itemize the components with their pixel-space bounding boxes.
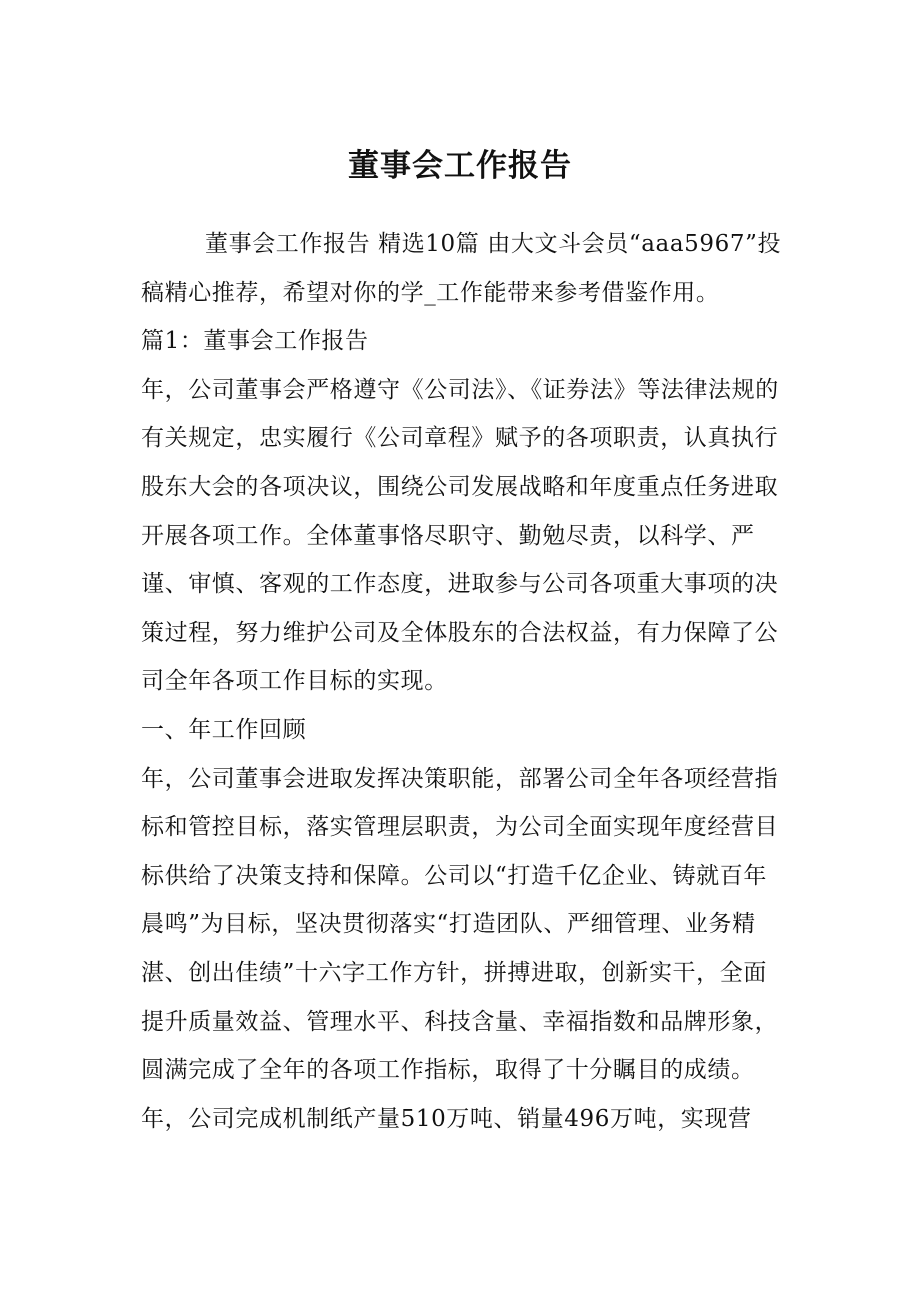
section-heading-chapter-1: 篇1：董事会工作报告 <box>141 328 369 355</box>
body-paragraph: 年，公司董事会进取发挥决策职能，部署公司全年各项经营指标和管控目标，落实管理层职责，为公司全面实现年度经营目标供给了决策支持和保障。公司以“打造千亿企业、铸就百年晨鸣”为目标，坚决贯彻落实“打造团队、严细管理、业务精湛、创出佳绩”十六字工作方针，拼搏进取，创新实干，全面提升质量效益、管理水平、科技含量、幸福指数和品牌形象，圆满完成了全年的各项工作指标，取得了十分瞩目的成绩。 <box>141 765 779 1084</box>
intro-paragraph: 董事会工作报告 精选10篇 由大文斗会员“aaa5967”投稿精心推荐，希望对你的学_工作能带来参考借鉴作用。 <box>141 231 782 306</box>
body-paragraph: 年，公司完成机制纸产量510万吨、销量496万吨，实现营 <box>141 1105 752 1132</box>
body-paragraph: 年，公司董事会严格遵守《公司法》、《证券法》等法律法规的有关规定，忠实履行《公司章程》赋予的各项职责，认真执行股东大会的各项决议，围绕公司发展战略和年度重点任务进取开展各项工作。全体董事恪尽职守、勤勉尽责，以科学、严谨、审慎、客观的工作态度，进取参与公司各项重大事项的决策过程，努力维护公司及全体股东的合法权益，有力保障了公司全年各项工作目标的实现。 <box>141 376 779 695</box>
document-body <box>141 220 783 1143</box>
section-heading-review: 一、年工作回顾 <box>141 716 307 743</box>
document-title: 董事会工作报告 <box>348 148 572 184</box>
